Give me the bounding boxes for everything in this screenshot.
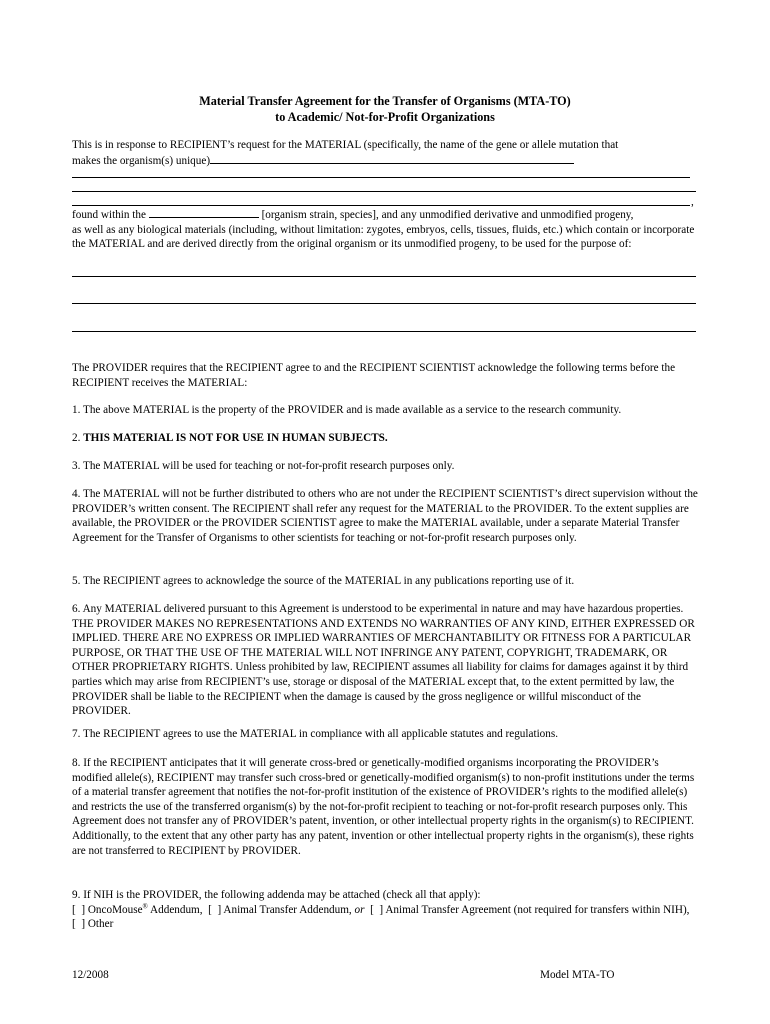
found-rest-text: as well as any biological materials (including, without limitation: zygotes, embryos, cells, tissues, fluids, etc.) which contain or incorporate the MATERIAL and are derived directly from the original organism or its unmodified progeny, to be used for the purpose of:	[72, 223, 695, 251]
found-suffix: [organism strain, species], and any unmodified derivative and unmodified progeny,	[261, 209, 634, 221]
term-item-9-intro: 9. If NIH is the PROVIDER, the following addenda may be attached (check all that apply):	[72, 889, 481, 901]
gene-name-field[interactable]	[210, 153, 574, 164]
document-title: Material Transfer Agreement for the Transfer of Organisms (MTA-TO)	[199, 94, 571, 108]
found-within-paragraph	[72, 207, 698, 252]
term-item-7: 7. The RECIPIENT agrees to use the MATERIAL in compliance with all applicable statutes and regulations.	[72, 728, 559, 740]
oncomouse-label: OncoMouse	[87, 903, 143, 916]
line-comma: ,	[691, 196, 694, 208]
intro-line-2	[72, 153, 698, 169]
animal-transfer-addendum-label: Animal Transfer Addendum,	[223, 903, 352, 916]
animal-transfer-agreement-label: Animal Transfer Agreement (not required for transfers within NIH),	[385, 903, 690, 916]
registered-mark: ®	[142, 901, 148, 910]
oncomouse-checkbox[interactable]: [ ]	[72, 903, 86, 916]
other-checkbox[interactable]: [ ]	[72, 918, 86, 931]
purpose-line-2[interactable]	[72, 303, 696, 304]
term-item-5: 5. The RECIPIENT agrees to acknowledge the source of the MATERIAL in any publications reporting use of it.	[72, 575, 575, 587]
intro-paragraph	[72, 138, 698, 168]
document-subtitle: to Academic/ Not-for-Profit Organizations	[275, 110, 495, 124]
term-item-1: 1. The above MATERIAL is the property of the PROVIDER and is made available as a service to the research community.	[72, 404, 622, 416]
oncomouse-addendum-label: Addendum,	[150, 903, 203, 916]
intro-line-2-text: makes the organism(s) unique)	[72, 154, 211, 167]
term-item-3: 3. The MATERIAL will be used for teaching or not-for-profit research purposes only.	[72, 460, 455, 472]
provider-requires-paragraph: The PROVIDER requires that the RECIPIENT agree to and the RECIPIENT SCIENTIST acknowledge the following terms before the RECIPIENT receives the MATERIAL:	[72, 362, 676, 389]
found-prefix: found within the	[72, 209, 146, 221]
or-word: or	[354, 903, 365, 916]
found-within-line	[72, 207, 698, 223]
gene-name-line-4[interactable]	[72, 205, 690, 206]
purpose-line-1[interactable]	[72, 276, 696, 277]
term-item-9	[72, 888, 698, 932]
addenda-options	[72, 903, 698, 932]
organism-strain-field[interactable]	[149, 207, 259, 218]
term-item-2	[72, 431, 698, 446]
term-item-2-text: THIS MATERIAL IS NOT FOR USE IN HUMAN SUBJECTS.	[83, 432, 388, 444]
other-label: Other	[87, 918, 114, 931]
animal-transfer-agreement-checkbox[interactable]: [ ]	[370, 903, 384, 916]
footer-model: Model MTA-TO	[540, 969, 615, 981]
term-item-8: 8. If the RECIPIENT anticipates that it will generate cross-bred or genetically-modified organisms incorporating the PROVIDER’s modified allele(s), RECIPIENT may transfer such cross-bred or genetically-modified organism(s) to non-profit institutions under the terms of a material transfer agreement that notifies the not-for-profit institution of the existence of PROVIDER’s rights to the modified allele(s) and restricts the use of the transferred organism(s) by the not-for-profit recipient to teaching or not-for-profit research purposes only. This Agreement does not transfer any of PROVIDER’s patent, invention, or other intellectual property rights in the organism(s) to RECIPIENT. Additionally, to the extent that any other party has any patent, invention or other intellectual property rights in the organism(s), these rights are not transferred to RECIPIENT by PROVIDER.	[72, 757, 695, 857]
purpose-line-3[interactable]	[72, 331, 696, 332]
animal-transfer-addendum-checkbox[interactable]: [ ]	[208, 903, 222, 916]
intro-line-1: This is in response to RECIPIENT’s request for the MATERIAL (specifically, the name of the gene or allele mutation that	[72, 139, 619, 151]
term-item-4: 4. The MATERIAL will not be further distributed to others who are not under the RECIPIENT SCIENTIST’s direct supervision without the PROVIDER’s written consent. The RECIPIENT shall refer any request for the MATERIAL to the PROVIDER. To the extent supplies are available, the PROVIDER or the PROVIDER SCIENTIST agree to make the MATERIAL available, under a separate Material Transfer Agreement for the Transfer of Organisms to other scientists for teaching or not-for-profit research purposes only.	[72, 488, 698, 544]
term-item-2-number: 2.	[72, 432, 81, 444]
term-item-6: 6. Any MATERIAL delivered pursuant to this Agreement is understood to be experimental in nature and may have hazardous properties. THE PROVIDER MAKES NO REPRESENTATIONS AND EXTENDS NO WARRANTIES OF ANY KIND, EITHER EXPRESSED OR IMPLIED. THERE ARE NO EXPRESS OR IMPLIED WARRANTIES OF MERCHANTABILITY OR FITNESS FOR A PARTICULAR PURPOSE, OR THAT THE USE OF THE MATERIAL WILL NOT INFRINGE ANY PATENT, COPYRIGHT, TRADEMARK, OR OTHER PROPRIETARY RIGHTS. Unless prohibited by law, RECIPIENT assumes all liability for claims for damages against it by third parties which may arise from RECIPIENT’s use, storage or disposal of the MATERIAL except that, to the extent permitted by law, the PROVIDER shall be liable to the RECIPIENT when the damage is caused by the gross negligence or willful misconduct of the PROVIDER.	[72, 603, 695, 718]
gene-name-line-3[interactable]	[72, 191, 696, 192]
footer-date: 12/2008	[72, 969, 109, 981]
gene-name-line-2[interactable]	[72, 177, 690, 178]
